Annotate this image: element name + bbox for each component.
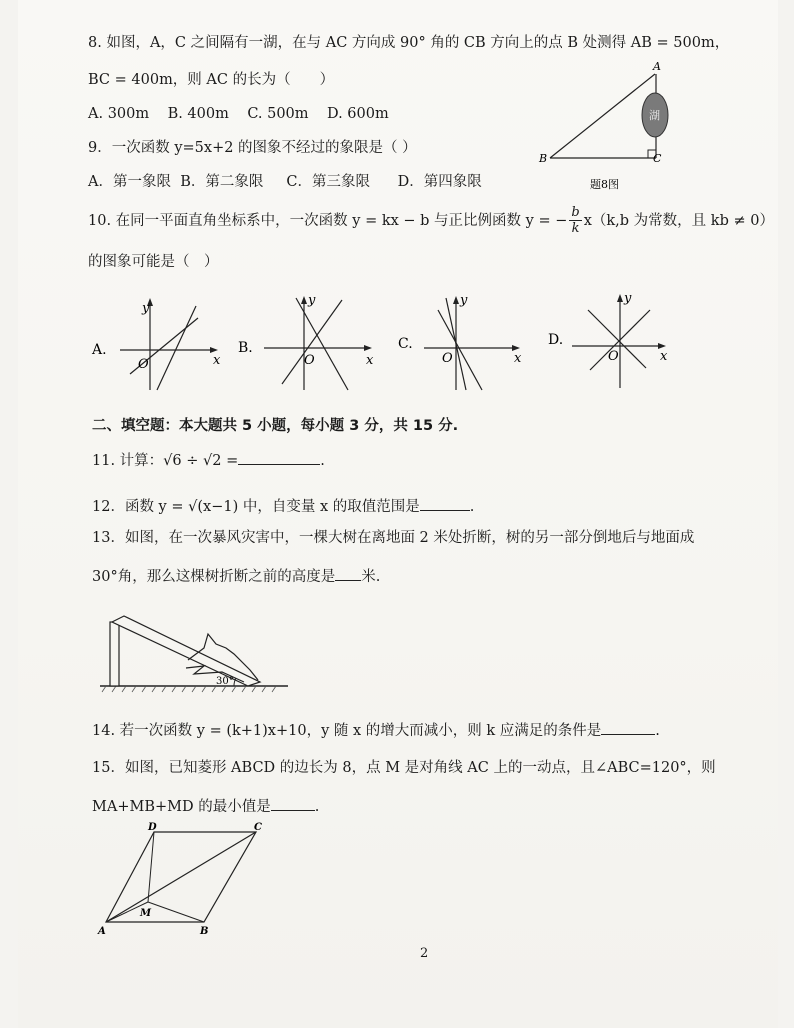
q8-line1: 8. 如图，A，C 之间隔有一湖，在与 AC 方向成 90° 角的 CB 方向上的点 B 处测得 AB = 500m， [88,35,730,51]
q14-answer-blank[interactable] [601,720,655,735]
q9-option-d: D．第四象限 [397,174,482,190]
q10-graph-b-x: x [366,353,374,368]
q9-option-a: A．第一象限 [88,174,171,190]
q13-line2-prefix: 30°角，那么这棵树折断之前的高度是 [92,569,336,585]
q9-option-b: B．第二象限 [180,174,264,190]
q13-ground-hatch [102,686,276,692]
q10-line1 [88,205,774,236]
q12-suffix: . [469,499,475,515]
q15-point-b: B [200,926,209,937]
q10-fraction [569,205,581,236]
section2-title: 二、填空题：本大题共 5 小题，每小题 3 分，共 15 分. [92,418,459,434]
q13-fallen-trunk [112,616,260,686]
q10-graph-b-y-arrow [301,296,307,304]
q8-side-ab [550,74,655,158]
q10-graph-a-y: y [142,301,150,316]
q15-diagonal-ac [106,832,256,922]
q10-graph-b [238,292,378,392]
q10-graph-b-x-arrow [364,345,372,351]
q8-options [88,104,389,124]
q10-graph-d-label: D. [548,332,564,348]
q14-suffix: . [655,723,660,739]
q15-answer-blank[interactable] [271,796,315,811]
q10-frac-den: k [571,221,580,236]
q13-line2 [92,566,380,587]
q15-point-c: C [254,822,262,833]
q13-answer-blank[interactable] [335,566,361,581]
q15-point-a: A [98,926,106,937]
q10-graph-c-x: x [514,351,522,366]
q10-graph-d-y: y [624,291,632,306]
q9-stem: 9．一次函数 y=5x+2 的图象不经过的象限是（ ） [88,140,417,156]
q10-line1-suffix: x（k,b 为常数，且 kb ≠ 0） [583,212,774,229]
q10-graph-a-o: O [138,357,149,372]
q15-point-d: D [148,822,157,833]
q10-graph-d-o: O [608,349,619,364]
q8-lake-label: 湖 [649,109,660,122]
q13-figure [98,608,298,694]
q15-figure [96,822,276,937]
q8-option-a: A. 300m [88,106,150,122]
q15-segment-mb [148,902,204,922]
q10-graph-c-line-1 [438,310,482,390]
q9-options [88,172,482,192]
q13-angle-label: 30° [216,676,234,687]
q10-line1-prefix: 10. 在同一平面直角坐标系中，一次函数 y = kx − b 与正比例函数 y = − [88,212,568,229]
q10-graph-c-y: y [460,293,468,308]
q12-answer-blank[interactable] [420,496,470,511]
q10-line2: 的图象可能是（ ） [88,254,219,270]
q8-option-b: B. 400m [167,106,229,122]
q8-line2: BC = 400m，则 AC 的长为（ ） [88,72,335,88]
q15-line2 [92,796,319,817]
page-number: 2 [420,946,429,961]
q10-graph-a-x: x [213,353,221,368]
q10-graph-d-x: x [660,349,668,364]
q15-line1: 15．如图，已知菱形 ABCD 的边长为 8，点 M 是对角线 AC 上的一动点，且∠ABC=120°，则 [92,760,716,776]
q9-option-c: C．第三象限 [286,174,371,190]
q15-point-m: M [140,908,152,919]
q10-graph-d-y-arrow [617,294,623,302]
q10-graph-b-label: B. [238,340,253,356]
q8-option-d: D. 600m [326,106,389,122]
q8-point-c: C [653,152,662,165]
q15-line2-prefix: MA+MB+MD 的最小值是 [92,799,271,815]
q12 [92,496,474,517]
q13-line2-suffix: 米. [361,569,381,585]
q11-answer-blank[interactable] [238,450,320,465]
q10-graph-c-label: C. [398,336,413,352]
q11-text: 11. 计算：√6 ÷ √2 = [92,453,239,469]
q14-text: 14. 若一次函数 y = (k+1)x+10，y 随 x 的增大而减小，则 k 应满足的条件是 [92,723,602,739]
q14 [92,720,660,741]
q10-graph-c [398,292,538,392]
q13-trunk [110,622,119,686]
q10-graph-a-line-2 [157,306,196,390]
q10-graph-b-line-2 [282,300,342,384]
q10-graph-b-y: y [308,293,316,308]
q8-option-c: C. 500m [247,106,309,122]
q8-point-a: A [653,60,661,73]
q10-graph-a-label: A. [92,342,107,358]
q10-graph-a [92,292,232,392]
q10-frac-num: b [571,205,580,220]
q15-line2-suffix: . [314,799,320,815]
q8-figure [535,60,675,190]
q13-line1: 13．如图，在一次暴风灾害中，一棵大树在离地面 2 米处折断，树的另一部分倒地后与地面成 [92,530,695,546]
q10-graph-c-y-arrow [453,296,459,304]
q11: 11. 计算：√6 ÷ √2 = . [92,450,325,471]
q8-caption: 题8图 [590,178,619,191]
q10-graph-c-o: O [442,351,453,366]
q10-graph-d [548,288,688,392]
q8-point-b: B [539,152,548,165]
q10-graph-b-o: O [304,353,315,368]
q12-text: 12．函数 y = √(x−1) 中，自变量 x 的取值范围是 [92,499,420,515]
